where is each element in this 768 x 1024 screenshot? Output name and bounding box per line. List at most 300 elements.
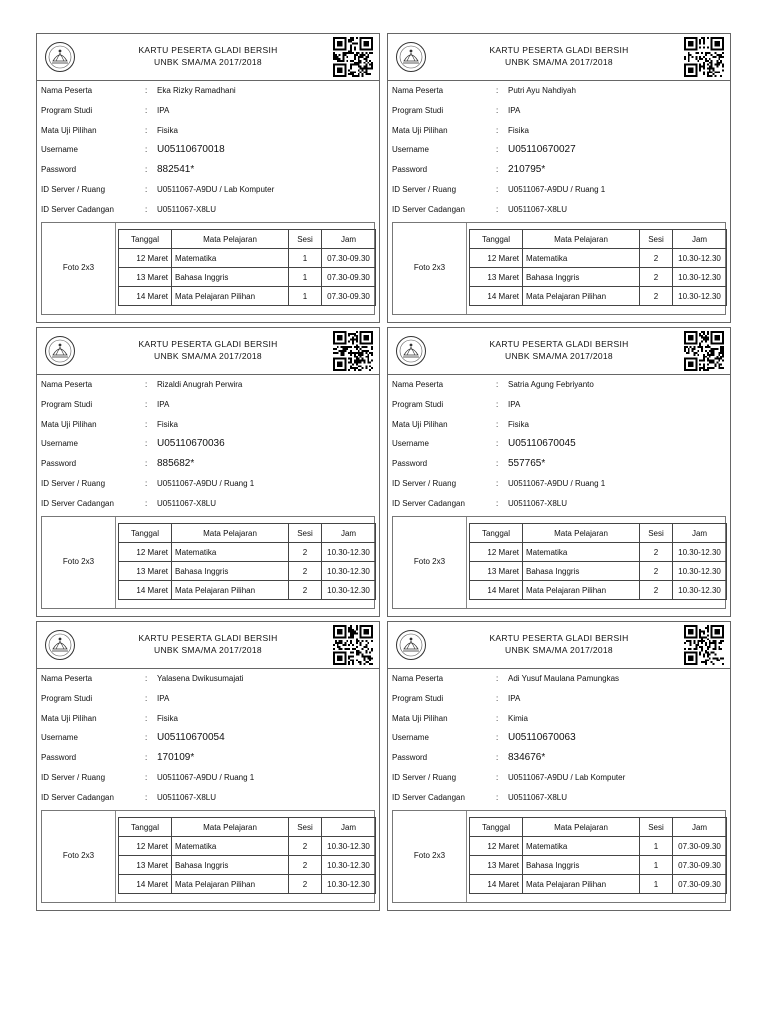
- jam-cell: 10.30-12.30: [673, 287, 727, 306]
- card-bottom: [392, 516, 726, 609]
- jam-cell: 10.30-12.30: [322, 581, 376, 600]
- field-id-server-ruang: ID Server / Ruang : U0511067-A9DU / Ruang 1: [41, 772, 255, 782]
- field-label: Username: [392, 145, 429, 155]
- sesi-cell: 1: [640, 856, 673, 875]
- field-label: Nama Peserta: [41, 674, 93, 683]
- id-server-cadangan-value: U0511067-X8LU: [508, 792, 568, 802]
- field-label: ID Server / Ruang: [41, 184, 106, 194]
- field-label: Mata Uji Pilihan: [41, 125, 97, 135]
- field-nama-peserta: Nama Peserta : Adi Yusuf Maulana Pamungkas: [392, 674, 620, 683]
- field-mata-uji-pilihan: Mata Uji Pilihan : Fisika: [392, 125, 529, 135]
- sesi-cell: 2: [289, 543, 322, 562]
- id-server-cadangan-value: U0511067-X8LU: [508, 204, 568, 214]
- mata-pelajaran-cell: Mata Pelajaran Pilihan: [172, 581, 289, 600]
- table-row: [470, 581, 727, 600]
- jam-cell: 07.30-09.30: [673, 837, 727, 856]
- field-label: Username: [41, 733, 78, 743]
- card-header: [37, 34, 379, 81]
- card-bottom: [392, 810, 726, 903]
- tanggal-cell: 13 Maret: [470, 856, 523, 875]
- table-row: [119, 581, 376, 600]
- field-mata-uji-pilihan: Mata Uji Pilihan : Fisika: [41, 419, 178, 429]
- field-mata-uji-pilihan: Mata Uji Pilihan : Fisika: [41, 713, 178, 723]
- field-mata-uji-pilihan: Mata Uji Pilihan : Fisika: [392, 419, 529, 429]
- id-server-ruang-value: U0511067-A9DU / Lab Komputer: [157, 184, 275, 194]
- mata-pelajaran-cell: Bahasa Inggris: [523, 856, 640, 875]
- table-row: [119, 875, 376, 894]
- card-header: [37, 622, 379, 669]
- card-title-line1: KARTU PESERTA GLADI BERSIH: [138, 45, 278, 55]
- table-row: [470, 875, 727, 894]
- jam-cell: 10.30-12.30: [673, 268, 727, 287]
- tanggal-cell: 12 Maret: [470, 543, 523, 562]
- photo-label: Foto 2x3: [413, 851, 446, 860]
- field-label: ID Server / Ruang: [392, 478, 457, 488]
- header-sesi: Sesi: [289, 524, 322, 543]
- field-id-server-ruang: ID Server / Ruang : U0511067-A9DU / Lab Komputer: [392, 772, 626, 782]
- program-studi-value: IPA: [157, 399, 170, 409]
- tanggal-cell: 14 Maret: [470, 581, 523, 600]
- username-value: U05110670027: [508, 144, 576, 156]
- table-row: [470, 268, 727, 287]
- mata-uji-pilihan-value: Fisika: [157, 713, 178, 723]
- field-label: ID Server / Ruang: [392, 772, 457, 782]
- jam-cell: 10.30-12.30: [673, 543, 727, 562]
- tanggal-cell: 12 Maret: [119, 249, 172, 268]
- card-title-line1: KARTU PESERTA GLADI BERSIH: [489, 45, 629, 55]
- header-sesi: Sesi: [640, 818, 673, 837]
- field-label: Nama Peserta: [392, 674, 444, 683]
- qr-code-icon: [684, 37, 724, 77]
- field-label: Username: [41, 145, 78, 155]
- tut-wuri-handayani-logo-icon: [395, 629, 427, 661]
- card-title: [436, 338, 682, 362]
- header-mata-pelajaran: Mata Pelajaran: [172, 230, 289, 249]
- header-mata-pelajaran: Mata Pelajaran: [523, 230, 640, 249]
- card-title-line2: UNBK SMA/MA 2017/2018: [154, 645, 262, 655]
- card-title-line2: UNBK SMA/MA 2017/2018: [505, 57, 613, 67]
- field-nama-peserta: Nama Peserta : Yalasena Dwikusumajati: [41, 674, 244, 683]
- field-label: Password: [41, 753, 77, 763]
- tanggal-cell: 14 Maret: [119, 287, 172, 306]
- field-label: Program Studi: [392, 105, 444, 115]
- field-label: ID Server / Ruang: [392, 184, 457, 194]
- photo-label: Foto 2x3: [413, 557, 446, 566]
- sesi-cell: 1: [640, 875, 673, 894]
- photo-placeholder: [393, 811, 467, 902]
- header-tanggal: Tanggal: [119, 818, 172, 837]
- exam-schedule-table: [469, 817, 727, 894]
- field-id-server-cadangan: ID Server Cadangan : U0511067-X8LU: [392, 204, 568, 214]
- photo-placeholder: [42, 517, 116, 608]
- card-title: [436, 44, 682, 68]
- participant-fields: [41, 674, 375, 813]
- card-header: [388, 328, 730, 375]
- password-value: 885682*: [157, 458, 195, 470]
- tut-wuri-handayani-logo-icon: [44, 335, 76, 367]
- field-label: Mata Uji Pilihan: [392, 125, 448, 135]
- field-label: Mata Uji Pilihan: [392, 713, 448, 723]
- jam-cell: 07.30-09.30: [322, 287, 376, 306]
- sesi-cell: 2: [289, 837, 322, 856]
- field-username: Username : U05110670054: [41, 732, 225, 744]
- field-password: Password : 834676*: [392, 752, 546, 764]
- participant-fields: [392, 86, 726, 225]
- field-mata-uji-pilihan: Mata Uji Pilihan : Fisika: [41, 125, 178, 135]
- card-title: [85, 44, 331, 68]
- card-title-line1: KARTU PESERTA GLADI BERSIH: [138, 633, 278, 643]
- tanggal-cell: 12 Maret: [119, 543, 172, 562]
- jam-cell: 10.30-12.30: [322, 543, 376, 562]
- table-header-row: [470, 230, 727, 249]
- table-row: [119, 856, 376, 875]
- card-bottom: [41, 222, 375, 315]
- mata-pelajaran-cell: Bahasa Inggris: [523, 268, 640, 287]
- field-label: ID Server Cadangan: [41, 498, 114, 508]
- mata-pelajaran-cell: Matematika: [523, 543, 640, 562]
- mata-pelajaran-cell: Matematika: [172, 543, 289, 562]
- tanggal-cell: 14 Maret: [470, 875, 523, 894]
- field-id-server-ruang: ID Server / Ruang : U0511067-A9DU / Lab Komputer: [41, 184, 275, 194]
- jam-cell: 10.30-12.30: [322, 875, 376, 894]
- tanggal-cell: 12 Maret: [119, 837, 172, 856]
- card-header: [37, 328, 379, 375]
- table-header-row: [470, 818, 727, 837]
- id-server-cadangan-value: U0511067-X8LU: [157, 204, 217, 214]
- mata-pelajaran-cell: Mata Pelajaran Pilihan: [172, 875, 289, 894]
- jam-cell: 10.30-12.30: [673, 249, 727, 268]
- participant-fields: [392, 380, 726, 519]
- card-title-line2: UNBK SMA/MA 2017/2018: [154, 57, 262, 67]
- jam-cell: 10.30-12.30: [673, 562, 727, 581]
- field-password: Password : 557765*: [392, 458, 546, 470]
- sesi-cell: 2: [640, 543, 673, 562]
- header-mata-pelajaran: Mata Pelajaran: [172, 524, 289, 543]
- mata-uji-pilihan-value: Fisika: [157, 125, 178, 135]
- card-title: [85, 338, 331, 362]
- password-value: 170109*: [157, 752, 195, 764]
- password-value: 210795*: [508, 164, 546, 176]
- exam-schedule-table: [118, 817, 376, 894]
- id-server-cadangan-value: U0511067-X8LU: [157, 792, 217, 802]
- field-label: Nama Peserta: [392, 380, 444, 389]
- mata-pelajaran-cell: Mata Pelajaran Pilihan: [523, 287, 640, 306]
- tut-wuri-handayani-logo-icon: [395, 335, 427, 367]
- program-studi-value: IPA: [508, 105, 521, 115]
- field-mata-uji-pilihan: Mata Uji Pilihan : Kimia: [392, 713, 529, 723]
- field-label: ID Server Cadangan: [41, 792, 114, 802]
- jam-cell: 10.30-12.30: [322, 562, 376, 581]
- card-title-line1: KARTU PESERTA GLADI BERSIH: [489, 339, 629, 349]
- table-row: [470, 249, 727, 268]
- tanggal-cell: 12 Maret: [470, 837, 523, 856]
- qr-code-icon: [333, 331, 373, 371]
- table-row: [470, 562, 727, 581]
- field-label: Nama Peserta: [41, 380, 93, 389]
- field-label: Program Studi: [392, 399, 444, 409]
- participant-fields: [392, 674, 726, 813]
- photo-placeholder: [42, 811, 116, 902]
- header-tanggal: Tanggal: [119, 524, 172, 543]
- nama-peserta-value: Rizaldi Anugrah Perwira: [157, 380, 243, 389]
- mata-pelajaran-cell: Bahasa Inggris: [172, 268, 289, 287]
- card-title-line2: UNBK SMA/MA 2017/2018: [505, 351, 613, 361]
- tanggal-cell: 13 Maret: [119, 562, 172, 581]
- tanggal-cell: 13 Maret: [119, 856, 172, 875]
- participant-card: [387, 33, 731, 323]
- id-server-cadangan-value: U0511067-X8LU: [157, 498, 217, 508]
- card-title-line1: KARTU PESERTA GLADI BERSIH: [489, 633, 629, 643]
- jam-cell: 10.30-12.30: [673, 581, 727, 600]
- participant-card: [36, 33, 380, 323]
- id-server-ruang-value: U0511067-A9DU / Ruang 1: [157, 478, 255, 488]
- photo-placeholder: [393, 517, 467, 608]
- id-server-ruang-value: U0511067-A9DU / Lab Komputer: [508, 772, 626, 782]
- exam-schedule-table: [469, 229, 727, 306]
- qr-code-icon: [333, 625, 373, 665]
- field-label: Mata Uji Pilihan: [392, 419, 448, 429]
- tanggal-cell: 13 Maret: [470, 268, 523, 287]
- tut-wuri-handayani-logo-icon: [44, 41, 76, 73]
- field-label: ID Server / Ruang: [41, 478, 106, 488]
- header-jam: Jam: [673, 818, 727, 837]
- field-program-studi: Program Studi : IPA: [392, 693, 521, 703]
- qr-code-icon: [684, 331, 724, 371]
- program-studi-value: IPA: [157, 105, 170, 115]
- header-mata-pelajaran: Mata Pelajaran: [523, 818, 640, 837]
- mata-pelajaran-cell: Bahasa Inggris: [172, 562, 289, 581]
- field-label: Mata Uji Pilihan: [41, 713, 97, 723]
- card-title-line2: UNBK SMA/MA 2017/2018: [505, 645, 613, 655]
- program-studi-value: IPA: [157, 693, 170, 703]
- id-server-cadangan-value: U0511067-X8LU: [508, 498, 568, 508]
- jam-cell: 07.30-09.30: [322, 249, 376, 268]
- field-username: Username : U05110670045: [392, 438, 576, 450]
- jam-cell: 10.30-12.30: [322, 856, 376, 875]
- field-label: Program Studi: [392, 693, 444, 703]
- jam-cell: 07.30-09.30: [673, 856, 727, 875]
- photo-label: Foto 2x3: [62, 851, 95, 860]
- table-row: [119, 562, 376, 581]
- field-program-studi: Program Studi : IPA: [41, 693, 170, 703]
- field-id-server-cadangan: ID Server Cadangan : U0511067-X8LU: [392, 792, 568, 802]
- header-sesi: Sesi: [640, 524, 673, 543]
- jam-cell: 10.30-12.30: [322, 837, 376, 856]
- header-tanggal: Tanggal: [470, 524, 523, 543]
- header-jam: Jam: [673, 230, 727, 249]
- tanggal-cell: 13 Maret: [119, 268, 172, 287]
- table-row: [470, 543, 727, 562]
- card-title: [436, 632, 682, 656]
- field-label: Program Studi: [41, 693, 93, 703]
- field-id-server-cadangan: ID Server Cadangan : U0511067-X8LU: [41, 792, 217, 802]
- field-password: Password : 882541*: [41, 164, 195, 176]
- nama-peserta-value: Adi Yusuf Maulana Pamungkas: [508, 674, 620, 683]
- sesi-cell: 1: [289, 249, 322, 268]
- photo-label: Foto 2x3: [62, 557, 95, 566]
- table-row: [470, 287, 727, 306]
- header-jam: Jam: [322, 230, 376, 249]
- table-row: [119, 249, 376, 268]
- field-username: Username : U05110670036: [41, 438, 225, 450]
- field-label: Program Studi: [41, 105, 93, 115]
- password-value: 882541*: [157, 164, 195, 176]
- qr-code-icon: [333, 37, 373, 77]
- field-id-server-cadangan: ID Server Cadangan : U0511067-X8LU: [392, 498, 568, 508]
- field-label: Nama Peserta: [392, 86, 444, 95]
- field-password: Password : 210795*: [392, 164, 546, 176]
- participant-card: [36, 327, 380, 617]
- field-password: Password : 885682*: [41, 458, 195, 470]
- field-label: Password: [41, 459, 77, 469]
- participant-fields: [41, 380, 375, 519]
- table-header-row: [119, 524, 376, 543]
- sesi-cell: 2: [640, 562, 673, 581]
- participant-card: [387, 621, 731, 911]
- jam-cell: 07.30-09.30: [322, 268, 376, 287]
- exam-schedule-table: [118, 229, 376, 306]
- field-label: ID Server Cadangan: [392, 792, 465, 802]
- card-title-line1: KARTU PESERTA GLADI BERSIH: [138, 339, 278, 349]
- field-label: Nama Peserta: [41, 86, 93, 95]
- program-studi-value: IPA: [508, 399, 521, 409]
- sesi-cell: 1: [289, 287, 322, 306]
- field-label: Password: [41, 165, 77, 175]
- table-row: [119, 287, 376, 306]
- username-value: U05110670063: [508, 732, 576, 744]
- field-program-studi: Program Studi : IPA: [41, 399, 170, 409]
- id-server-ruang-value: U0511067-A9DU / Ruang 1: [508, 184, 606, 194]
- program-studi-value: IPA: [508, 693, 521, 703]
- field-id-server-ruang: ID Server / Ruang : U0511067-A9DU / Ruang 1: [41, 478, 255, 488]
- header-sesi: Sesi: [289, 230, 322, 249]
- photo-placeholder: [42, 223, 116, 314]
- mata-pelajaran-cell: Matematika: [172, 837, 289, 856]
- table-row: [119, 543, 376, 562]
- field-username: Username : U05110670027: [392, 144, 576, 156]
- field-label: Password: [392, 165, 428, 175]
- field-label: Username: [392, 439, 429, 449]
- username-value: U05110670018: [157, 144, 225, 156]
- table-row: [119, 837, 376, 856]
- mata-uji-pilihan-value: Kimia: [508, 713, 529, 723]
- field-id-server-ruang: ID Server / Ruang : U0511067-A9DU / Ruang 1: [392, 478, 606, 488]
- field-label: ID Server / Ruang: [41, 772, 106, 782]
- tanggal-cell: 14 Maret: [119, 875, 172, 894]
- table-header-row: [470, 524, 727, 543]
- table-row: [470, 856, 727, 875]
- sesi-cell: 2: [640, 249, 673, 268]
- id-server-ruang-value: U0511067-A9DU / Ruang 1: [157, 772, 255, 782]
- participant-card: [36, 621, 380, 911]
- nama-peserta-value: Satria Agung Febriyanto: [508, 380, 594, 389]
- card-bottom: [392, 222, 726, 315]
- exam-schedule-table: [118, 523, 376, 600]
- header-jam: Jam: [322, 818, 376, 837]
- field-label: Mata Uji Pilihan: [41, 419, 97, 429]
- field-label: ID Server Cadangan: [41, 204, 114, 214]
- field-label: Username: [392, 733, 429, 743]
- mata-uji-pilihan-value: Fisika: [157, 419, 178, 429]
- username-value: U05110670045: [508, 438, 576, 450]
- card-bottom: [41, 810, 375, 903]
- participant-fields: [41, 86, 375, 225]
- id-server-ruang-value: U0511067-A9DU / Ruang 1: [508, 478, 606, 488]
- mata-pelajaran-cell: Bahasa Inggris: [172, 856, 289, 875]
- sesi-cell: 2: [640, 287, 673, 306]
- card-title-line2: UNBK SMA/MA 2017/2018: [154, 351, 262, 361]
- tanggal-cell: 13 Maret: [470, 562, 523, 581]
- sesi-cell: 2: [289, 581, 322, 600]
- field-program-studi: Program Studi : IPA: [392, 399, 521, 409]
- mata-pelajaran-cell: Mata Pelajaran Pilihan: [172, 287, 289, 306]
- mata-pelajaran-cell: Matematika: [172, 249, 289, 268]
- field-password: Password : 170109*: [41, 752, 195, 764]
- field-username: Username : U05110670063: [392, 732, 576, 744]
- field-label: Username: [41, 439, 78, 449]
- photo-label: Foto 2x3: [413, 263, 446, 272]
- sesi-cell: 2: [640, 581, 673, 600]
- card-header: [388, 34, 730, 81]
- sesi-cell: 2: [289, 856, 322, 875]
- field-label: ID Server Cadangan: [392, 498, 465, 508]
- photo-placeholder: [393, 223, 467, 314]
- username-value: U05110670036: [157, 438, 225, 450]
- mata-uji-pilihan-value: Fisika: [508, 125, 529, 135]
- participant-card: [387, 327, 731, 617]
- tanggal-cell: 14 Maret: [470, 287, 523, 306]
- password-value: 834676*: [508, 752, 546, 764]
- sesi-cell: 2: [289, 562, 322, 581]
- field-nama-peserta: Nama Peserta : Eka Rizky Ramadhani: [41, 86, 236, 95]
- header-mata-pelajaran: Mata Pelajaran: [523, 524, 640, 543]
- mata-pelajaran-cell: Mata Pelajaran Pilihan: [523, 581, 640, 600]
- nama-peserta-value: Putri Ayu Nahdiyah: [508, 86, 576, 95]
- mata-pelajaran-cell: Matematika: [523, 249, 640, 268]
- header-tanggal: Tanggal: [119, 230, 172, 249]
- jam-cell: 07.30-09.30: [673, 875, 727, 894]
- mata-pelajaran-cell: Matematika: [523, 837, 640, 856]
- card-title: [85, 632, 331, 656]
- field-program-studi: Program Studi : IPA: [41, 105, 170, 115]
- table-row: [119, 268, 376, 287]
- field-nama-peserta: Nama Peserta : Rizaldi Anugrah Perwira: [41, 380, 243, 389]
- photo-label: Foto 2x3: [62, 263, 95, 272]
- sesi-cell: 1: [289, 268, 322, 287]
- header-tanggal: Tanggal: [470, 230, 523, 249]
- card-bottom: [41, 516, 375, 609]
- exam-schedule-table: [469, 523, 727, 600]
- tut-wuri-handayani-logo-icon: [395, 41, 427, 73]
- tanggal-cell: 12 Maret: [470, 249, 523, 268]
- field-label: ID Server Cadangan: [392, 204, 465, 214]
- password-value: 557765*: [508, 458, 546, 470]
- tut-wuri-handayani-logo-icon: [44, 629, 76, 661]
- card-header: [388, 622, 730, 669]
- nama-peserta-value: Yalasena Dwikusumajati: [157, 674, 244, 683]
- nama-peserta-value: Eka Rizky Ramadhani: [157, 86, 236, 95]
- header-jam: Jam: [322, 524, 376, 543]
- field-label: Program Studi: [41, 399, 93, 409]
- field-nama-peserta: Nama Peserta : Putri Ayu Nahdiyah: [392, 86, 576, 95]
- header-jam: Jam: [673, 524, 727, 543]
- table-header-row: [119, 818, 376, 837]
- mata-pelajaran-cell: Mata Pelajaran Pilihan: [523, 875, 640, 894]
- table-header-row: [119, 230, 376, 249]
- username-value: U05110670054: [157, 732, 225, 744]
- header-tanggal: Tanggal: [470, 818, 523, 837]
- mata-uji-pilihan-value: Fisika: [508, 419, 529, 429]
